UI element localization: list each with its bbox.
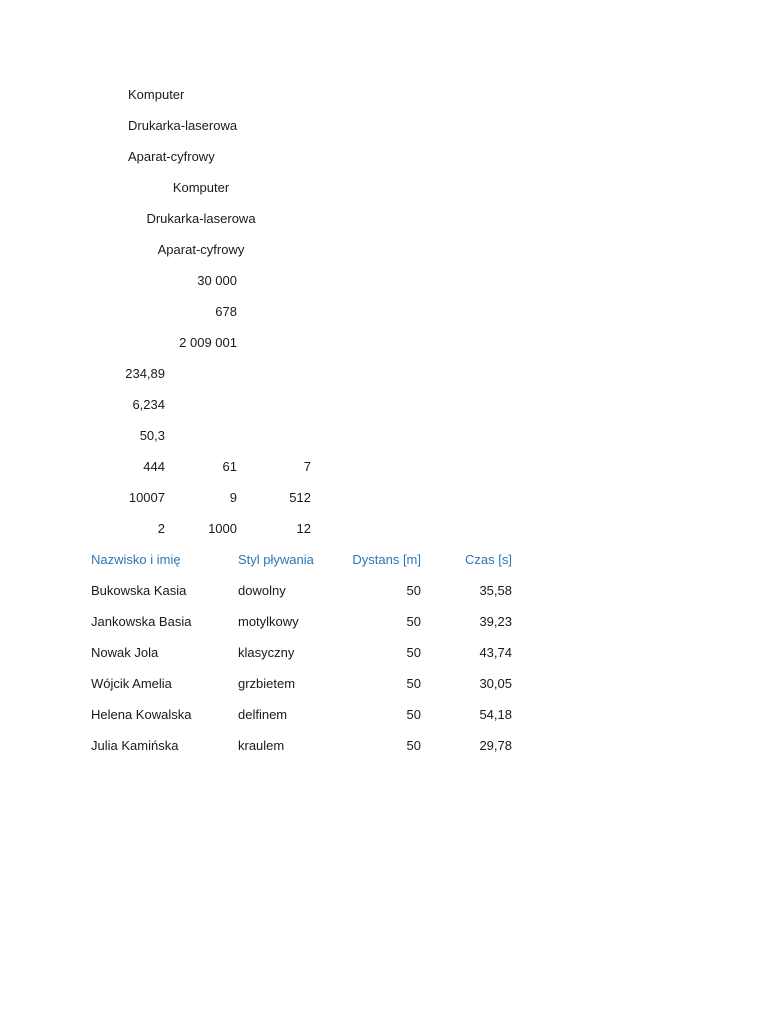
table-cell-style: delfinem (238, 707, 288, 722)
table-cell-time: 54,18 (479, 707, 512, 722)
number-thousands-3: 2 009 001 (179, 335, 237, 350)
grid-cell-r1-c1: 444 (143, 459, 165, 474)
center-item-digital-camera: Aparat-cyfrowy (157, 242, 245, 257)
center-item-computer: Komputer (172, 180, 230, 195)
grid-cell-r1-c2: 61 (222, 459, 237, 474)
table-cell-style: motylkowy (238, 614, 299, 629)
table-cell-time: 30,05 (479, 676, 512, 691)
left-item-laser-printer: Drukarka-laserowa (128, 118, 238, 133)
center-item-laser-printer: Drukarka-laserowa (146, 211, 256, 226)
table-cell-distance: 50 (406, 676, 421, 691)
table-cell-style: kraulem (238, 738, 285, 753)
table-cell-name: Wójcik Amelia (91, 676, 172, 691)
grid-cell-r2-c2: 9 (229, 490, 237, 505)
left-item-digital-camera: Aparat-cyfrowy (128, 149, 215, 164)
table-cell-name: Nowak Jola (91, 645, 159, 660)
grid-cell-r1-c3: 7 (303, 459, 311, 474)
left-item-computer: Komputer (128, 87, 185, 102)
table-cell-time: 29,78 (479, 738, 512, 753)
number-thousands-2: 678 (215, 304, 237, 319)
table-cell-name: Jankowska Basia (91, 614, 192, 629)
table-header-name: Nazwisko i imię (91, 552, 181, 567)
grid-cell-r3-c2: 1000 (208, 521, 237, 536)
number-decimal-3: 50,3 (139, 428, 165, 443)
table-header-style: Styl pływania (238, 552, 314, 567)
grid-cell-r3-c3: 12 (296, 521, 311, 536)
grid-cell-r2-c3: 512 (289, 490, 311, 505)
table-cell-style: grzbietem (238, 676, 296, 691)
table-cell-distance: 50 (406, 614, 421, 629)
table-cell-name: Julia Kamińska (91, 738, 179, 753)
table-header-distance: Dystans [m] (352, 552, 421, 567)
table-cell-style: klasyczny (238, 645, 295, 660)
table-cell-style: dowolny (238, 583, 286, 598)
table-cell-distance: 50 (406, 645, 421, 660)
table-cell-name: Bukowska Kasia (91, 583, 187, 598)
number-decimal-2: 6,234 (132, 397, 165, 412)
number-thousands-1: 30 000 (197, 273, 237, 288)
table-cell-time: 39,23 (479, 614, 512, 629)
table-cell-time: 35,58 (479, 583, 512, 598)
grid-cell-r3-c1: 2 (157, 521, 165, 536)
table-cell-name: Helena Kowalska (91, 707, 192, 722)
table-cell-distance: 50 (406, 583, 421, 598)
number-decimal-1: 234,89 (125, 366, 165, 381)
grid-cell-r2-c1: 10007 (128, 490, 165, 505)
table-cell-time: 43,74 (479, 645, 512, 660)
table-cell-distance: 50 (406, 738, 421, 753)
table-cell-distance: 50 (406, 707, 421, 722)
table-header-time: Czas [s] (465, 552, 512, 567)
